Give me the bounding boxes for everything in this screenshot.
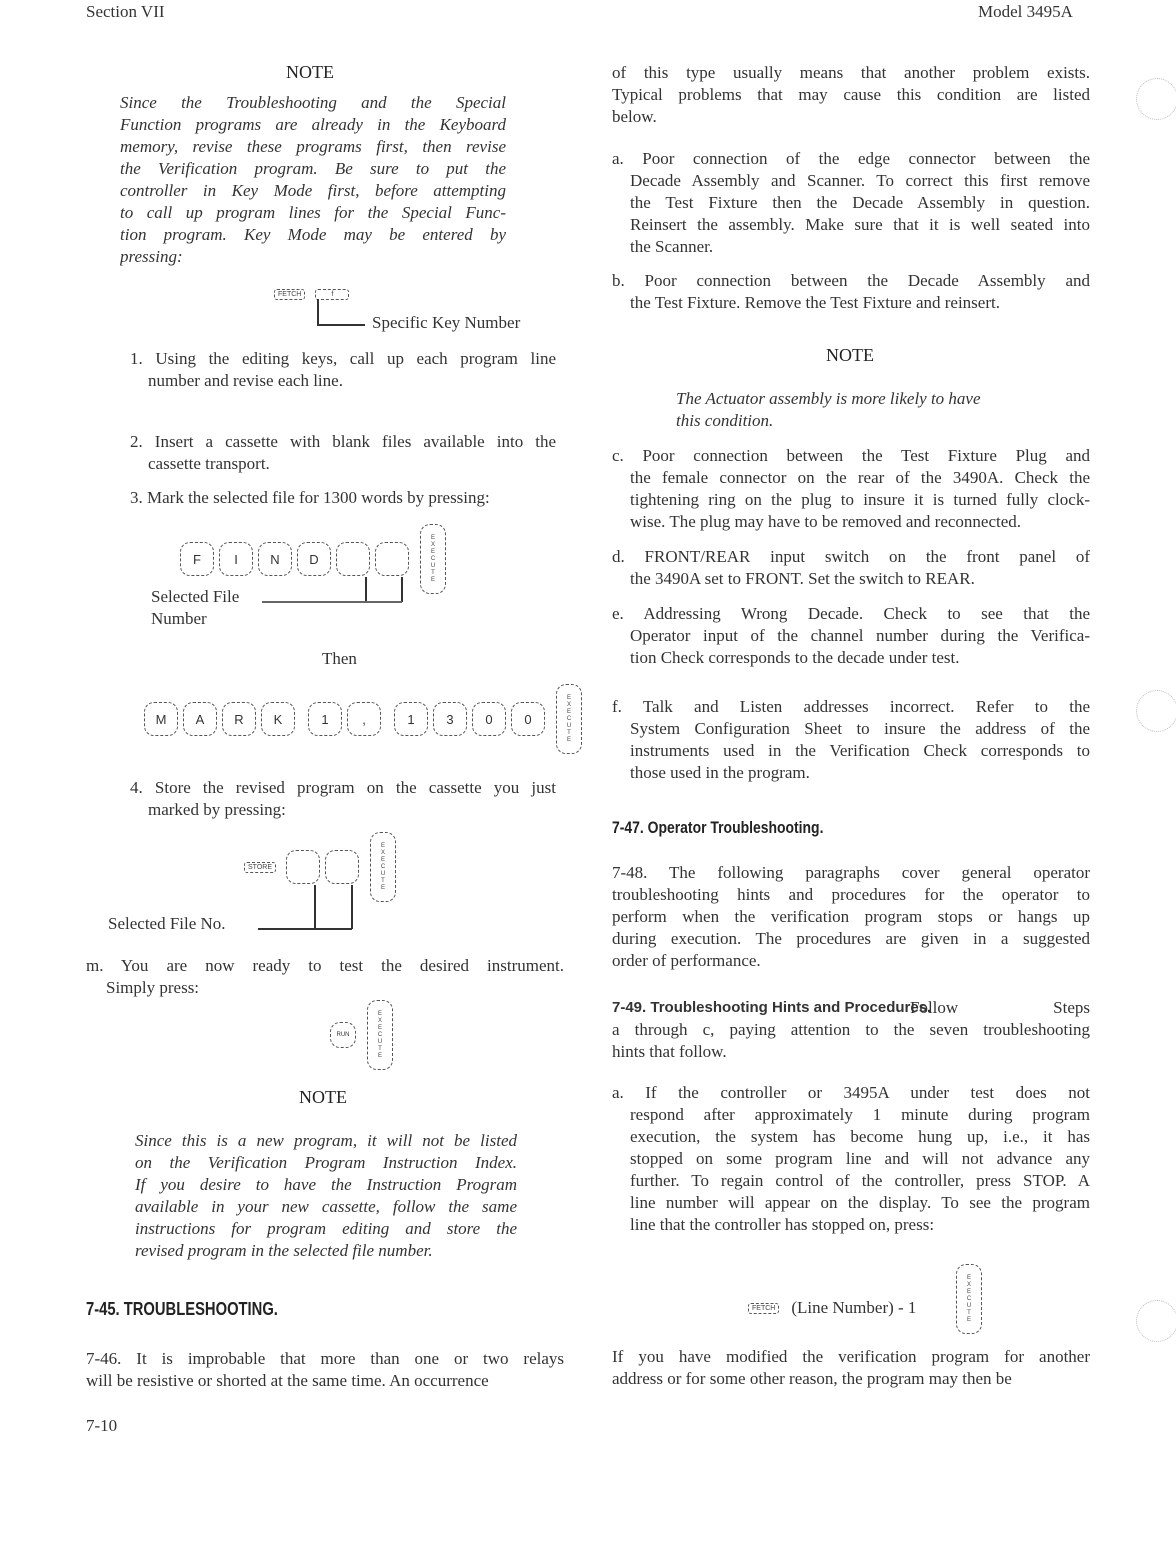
paragraph-7-48 xyxy=(612,862,1090,972)
execute-letter: E xyxy=(430,576,435,583)
text-line: marked by pressing: xyxy=(148,800,286,819)
keyboard-key: K xyxy=(261,702,295,736)
execute-letter: E xyxy=(380,884,385,891)
text-line: 3. Mark the selected file for 1300 words by pressing: xyxy=(130,488,490,507)
text-line: perform when the verification program stops or hangs up xyxy=(612,907,1090,926)
execute-letter: C xyxy=(966,1295,972,1302)
text-line: will be resistive or shorted at the same time. An occurrence xyxy=(86,1371,489,1390)
section-label: Section VII xyxy=(86,2,165,21)
note-title: NOTE xyxy=(826,345,874,365)
model-label: Model 3495A xyxy=(978,2,1073,21)
section-heading: 7-45. TROUBLESHOOTING. xyxy=(86,1299,278,1319)
text-line: wise. The plug may have to be removed and reconnected. xyxy=(630,512,1022,531)
item-a-hung xyxy=(612,1082,1090,1236)
text-line: the Verification program. Be sure to put the xyxy=(120,159,506,178)
selected-file-label: Selected File xyxy=(151,587,240,606)
keyboard-key: R xyxy=(222,702,256,736)
text-line: of this type usually means that another problem exists. xyxy=(612,63,1090,82)
execute-key-wrap xyxy=(950,1264,982,1334)
text-line: the Test Fixture then the Decade Assembly in question. xyxy=(630,193,1090,212)
execute-key xyxy=(420,524,446,594)
text-line: hints that follow. xyxy=(612,1042,727,1061)
execute-letter: E xyxy=(380,842,385,849)
text-line: this condition. xyxy=(676,411,774,430)
keyboard-key: 1 xyxy=(308,702,342,736)
keyboard-key xyxy=(325,850,359,884)
text-line: revised program in the selected file number. xyxy=(135,1241,433,1260)
text-line: line that the controller has stopped on, press: xyxy=(630,1215,935,1234)
keyboard-key: 3 xyxy=(433,702,467,736)
execute-letter: X xyxy=(377,1017,382,1024)
text-line: 7-46. It is improbable that more than one or two relays xyxy=(86,1349,564,1368)
text-line: address or for some other reason, the program may then be xyxy=(612,1369,1012,1388)
line-number-diagram xyxy=(748,1298,916,1318)
text-line: troubleshooting hints and procedures for the operator to xyxy=(612,885,1090,904)
keyboard-key: 0 xyxy=(472,702,506,736)
execute-key xyxy=(956,1264,982,1334)
execute-letter: E xyxy=(377,1024,382,1031)
text-line: System Configuration Sheet to insure the address of the xyxy=(630,719,1090,738)
keyboard-key: A xyxy=(183,702,217,736)
text-line: below. xyxy=(612,107,657,126)
text-line: 7-48. The following paragraphs cover general operator xyxy=(612,863,1090,882)
execute-letter: T xyxy=(378,1045,382,1052)
keyboard-key: F xyxy=(180,542,214,576)
text-line: line number will appear on the display. To see the program xyxy=(630,1193,1090,1212)
note-body xyxy=(135,1130,517,1262)
text-line: a. Poor connection of the edge connector between the xyxy=(612,149,1090,168)
specific-key: f xyxy=(315,289,349,300)
keyboard-key: I xyxy=(219,542,253,576)
text-line: Decade Assembly and Scanner. To correct this first remove xyxy=(630,171,1090,190)
text-line: further. To regain control of the controller, press STOP. A xyxy=(630,1171,1090,1190)
text-line: controller in Key Mode first, before attempting xyxy=(120,181,506,200)
execute-letter: X xyxy=(566,701,571,708)
step-m xyxy=(86,955,564,999)
text-line: e. Addressing Wrong Decade. Check to see that the xyxy=(612,604,1090,623)
paragraph-7-46 xyxy=(86,1348,564,1392)
item-f xyxy=(612,696,1090,784)
execute-letter: E xyxy=(566,708,571,715)
item-a xyxy=(612,148,1090,258)
keyboard-key: 0 xyxy=(511,702,545,736)
text-line: tion Check corresponds to the decade under test. xyxy=(630,648,960,667)
item-d xyxy=(612,546,1090,590)
paragraph-continued xyxy=(612,62,1090,128)
text-line: Follow Steps xyxy=(910,998,1090,1017)
text-line: pressing: xyxy=(120,247,183,266)
note-title: NOTE xyxy=(299,1087,347,1107)
text-line: instructions for program editing and store the xyxy=(135,1219,517,1238)
text-line: Since this is a new program, it will not be listed xyxy=(135,1131,517,1150)
text-line: order of performance. xyxy=(612,951,761,970)
fetch-key: FETCH xyxy=(274,289,305,300)
text-line: a through c, paying attention to the seven troubleshooting xyxy=(612,1020,1090,1039)
execute-letter: C xyxy=(430,555,436,562)
step-3 xyxy=(130,487,556,509)
text-line: If you have modified the verification program for another xyxy=(612,1347,1090,1366)
text-line: Typical problems that may cause this condition are listed xyxy=(612,85,1090,104)
text-line: the Scanner. xyxy=(630,237,714,256)
text-line: on the Verification Program Instruction Index. xyxy=(135,1153,517,1172)
store-key: STORE xyxy=(244,862,276,873)
execute-letter: E xyxy=(430,548,435,555)
note-body xyxy=(120,92,506,268)
run-key-row xyxy=(330,1000,393,1070)
text-line: Function programs are already in the Keyboard xyxy=(120,115,506,134)
text-line: cassette transport. xyxy=(148,454,270,473)
paragraph-last xyxy=(612,1346,1090,1390)
execute-key xyxy=(556,684,582,754)
keyboard-key xyxy=(286,850,320,884)
execute-letter: E xyxy=(377,1010,382,1017)
execute-letter: T xyxy=(381,877,385,884)
page-number: 7-10 xyxy=(86,1416,118,1435)
text-line: the female connector on the rear of the 3490A. Check the xyxy=(630,468,1090,487)
execute-letter: U xyxy=(566,722,572,729)
note-title: NOTE xyxy=(286,62,334,82)
execute-letter: E xyxy=(566,736,571,743)
step-1 xyxy=(130,348,556,392)
item-b xyxy=(612,270,1090,314)
text-line: f. Talk and Listen addresses incorrect. Refer to the xyxy=(612,697,1090,716)
execute-letter: X xyxy=(380,849,385,856)
paragraph-7-49 xyxy=(612,997,1090,1063)
keyboard-key: N xyxy=(258,542,292,576)
text-line: available in your new cassette, follow the same xyxy=(135,1197,517,1216)
text-line: a. If the controller or 3495A under test does not xyxy=(612,1083,1090,1102)
execute-letter: X xyxy=(966,1281,971,1288)
execute-letter: U xyxy=(380,870,386,877)
specific-key-label: Specific Key Number xyxy=(372,313,521,332)
keyboard-key xyxy=(336,542,370,576)
execute-letter: U xyxy=(377,1038,383,1045)
text-line: the Test Fixture. Remove the Test Fixture and reinsert. xyxy=(630,293,1000,312)
text-line: If you desire to have the Instruction Program xyxy=(135,1175,517,1194)
execute-letter: X xyxy=(430,541,435,548)
execute-key xyxy=(367,1000,393,1070)
find-key-row xyxy=(180,524,446,594)
execute-letter: T xyxy=(431,569,435,576)
mark-key-row xyxy=(144,684,582,754)
number-label: Number xyxy=(151,609,207,628)
section-heading: 7-47. Operator Troubleshooting. xyxy=(612,818,824,837)
selected-file-no-label: Selected File No. xyxy=(108,914,226,933)
run-key: RUN xyxy=(330,1022,356,1048)
step-2 xyxy=(130,431,556,475)
execute-letter: E xyxy=(380,856,385,863)
text-line: m. You are now ready to test the desired instrument. xyxy=(86,956,564,975)
note-body xyxy=(676,388,1046,432)
execute-letter: T xyxy=(567,729,571,736)
execute-key xyxy=(370,832,396,902)
execute-letter: E xyxy=(377,1052,382,1059)
execute-letter: U xyxy=(430,562,436,569)
text-line: those used in the program. xyxy=(630,763,810,782)
keyboard-key: , xyxy=(347,702,381,736)
text-line: stopped on some program line and will not advance any xyxy=(630,1149,1090,1168)
execute-letter: E xyxy=(566,694,571,701)
text-line: The Actuator assembly is more likely to have xyxy=(676,389,981,408)
text-line: c. Poor connection between the Test Fixture Plug and xyxy=(612,446,1090,465)
item-c xyxy=(612,445,1090,533)
execute-letter: C xyxy=(377,1031,383,1038)
text-line: Since the Troubleshooting and the Special xyxy=(120,93,506,112)
execute-letter: C xyxy=(566,715,572,722)
binder-hole xyxy=(1136,1300,1176,1342)
keyboard-key xyxy=(375,542,409,576)
keyboard-key: M xyxy=(144,702,178,736)
text-line: Simply press: xyxy=(106,978,200,997)
line-number-label: (Line Number) - 1 xyxy=(791,1298,917,1317)
execute-letter: E xyxy=(966,1288,971,1295)
execute-letter: E xyxy=(966,1274,971,1281)
store-key-row xyxy=(244,832,396,902)
text-line: Operator input of the channel number during the Verifica- xyxy=(630,626,1090,645)
keyboard-key: 1 xyxy=(394,702,428,736)
text-line: the 3490A set to FRONT. Set the switch to REAR. xyxy=(630,569,975,588)
execute-letter: E xyxy=(966,1316,971,1323)
subheading-7-49: 7-49. Troubleshooting Hints and Procedures. xyxy=(612,999,932,1016)
text-line: 1. Using the editing keys, call up each program line xyxy=(130,349,556,368)
binder-hole xyxy=(1136,78,1176,120)
execute-letter: E xyxy=(430,534,435,541)
text-line: Reinsert the assembly. Make sure that it is well seated into xyxy=(630,215,1090,234)
text-line: during execution. The procedures are given in a suggested xyxy=(612,929,1090,948)
text-line: to call up program lines for the Special Func- xyxy=(120,203,506,222)
text-line: instruments used in the Verification Check corresponds to xyxy=(630,741,1090,760)
text-line: respond after approximately 1 minute during program xyxy=(630,1105,1090,1124)
text-line: number and revise each line. xyxy=(148,371,343,390)
then-label: Then xyxy=(322,649,357,668)
step-4 xyxy=(130,777,556,821)
text-line: 4. Store the revised program on the cassette you just xyxy=(130,778,556,797)
text-line: d. FRONT/REAR input switch on the front panel of xyxy=(612,547,1090,566)
text-line: b. Poor connection between the Decade Assembly and xyxy=(612,271,1090,290)
text-line: memory, revise these programs first, then revise xyxy=(120,137,506,156)
execute-letter: T xyxy=(967,1309,971,1316)
binder-hole xyxy=(1136,690,1176,732)
fetch-key: FETCH xyxy=(748,1303,779,1314)
item-e xyxy=(612,603,1090,669)
fetch-key-diagram xyxy=(274,283,349,301)
keyboard-key: D xyxy=(297,542,331,576)
text-line: tion program. Key Mode may be entered by xyxy=(120,225,506,244)
execute-letter: C xyxy=(380,863,386,870)
text-line: execution, the system has become hung up, i.e., it has xyxy=(630,1127,1090,1146)
execute-letter: U xyxy=(966,1302,972,1309)
text-line: 2. Insert a cassette with blank files available into the xyxy=(130,432,556,451)
text-line: tightening ring on the plug to insure it is turned fully clock- xyxy=(630,490,1090,509)
